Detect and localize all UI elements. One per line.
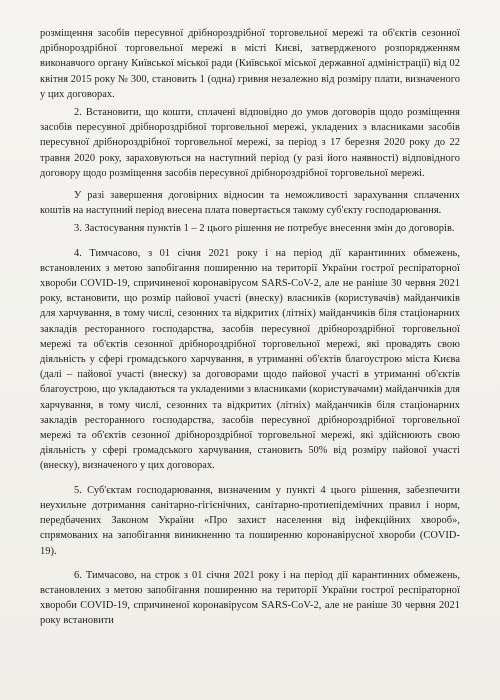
paragraph-continuation-fee: розміщення засобів пересувної дрібнороздрібної торговельної мережі та об'єктів сезонної дрібнороздрібної торговельної мережі в місті Києві, затвердженого розпорядженням виконавчого органу Київської міської ради (Київської міської державної адміністрації) від 02 квітня 2015 року № 300, становить 1 (одна) гривня незалежно від розміру плати, визначеного у цих договорах. [40, 28, 460, 100]
paragraph-item-3: 3. Застосування пунктів 1 – 2 цього рішення не потребує внесення змін до договорів. [74, 223, 455, 235]
paragraph-refund: У разі завершення договірних відносин та неможливості зарахування сплачених коштів на наступний період внесена плата повертається такому суб'єкту господарювання. [40, 190, 460, 217]
paragraph-item-6: 6. Тимчасово, на строк з 01 січня 2021 року і на період дії карантинних обмежень, встановлених з метою запобігання поширенню на території України гострої респіраторної хвороби COVID-19, спричиненої коронавірусом SARS-CoV-2, але не раніше 30 червня 2021 року встановити [40, 569, 460, 627]
paragraph-item-2: 2. Встановити, що кошти, сплачені відповідно до умов договорів щодо розміщення засобів пересувної дрібнороздрібної торговельної мережі, укладених з власниками засобів пересувної дрібнороздрібної торговельної мережі, за період з 17 березня 2020 року до 22 травня 2020 року, зараховуються на наступний період (у разі його наявності) відповідного договору щодо розміщення засобів пересувної дрібнороздрібної торговельної мережі. [40, 107, 460, 179]
paragraph-item-4: 4. Тимчасово, з 01 січня 2021 року і на період дії карантинних обмежень, встановлених з метою запобігання поширенню на території України гострої респіраторної хвороби COVID-19, спричиненої коронавірусом SARS-CoV-2, але не раніше 30 червня 2021 року, встановити, що розмір пайової участі (внеску) власників (користувачів) майданчиків для харчування, в тому числі, сезонних та відкритих (літніх) майданчиків біля стаціонарних закладів ресторанного господарства, засобів пересувної дрібнороздрібної торговельної мережі та об'єктів сезонної дрібнороздрібної торговельної мережі, які провадять свою діяльність у сфері громадського харчування, в утриманні об'єктів благоустрою міста Києва (далі – пайової участі (внеску) за договорами щодо пайової участі в утриманні об'єктів благоустрою, що укладаються та укладеними з власниками (користувачами) майданчиків для харчування, в тому числі, сезонних та відкритих (літніх) майданчиків біля стаціонарних закладів ресторанного господарства, засобів пересувної дрібнороздрібної торговельної мережі та об'єктів сезонної дрібнороздрібної торговельної мережі, які здійснюють свою діяльність у сфері громадського харчування, становить 50% від розміру пайової участі (внеску), визначеного у цих договорах. [40, 247, 460, 472]
paragraph-item-5: 5. Суб'єктам господарювання, визначеним у пункті 4 цього рішення, забезпечити неухильне дотримання санітарно-гігієнічних, санітарно-протиепідемічних правил і норм, передбачених Законом України «Про захист населення від інфекційних хвороб», спрямованих на запобігання виникненню та поширенню коронавірусної хвороби (COVID-19). [40, 484, 460, 557]
